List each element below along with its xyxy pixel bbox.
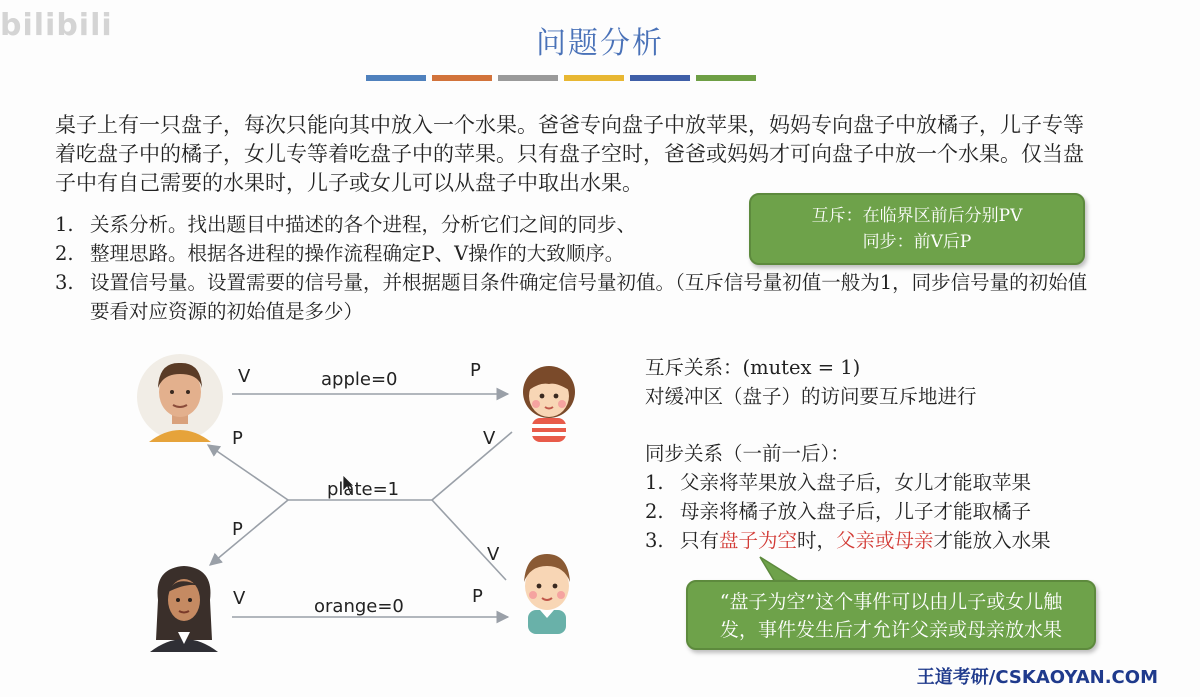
father-v-label: V [238, 366, 251, 387]
step-item: 1. 关系分析。找出题目中描述的各个进程，分析它们之间的同步、 [55, 213, 637, 236]
sync-item: 1. 父亲将苹果放入盘子后，女儿才能取苹果 [645, 471, 1032, 494]
sync-title: 同步关系（一前一后）： [645, 442, 850, 465]
slide-title: 问题分析 [536, 26, 664, 61]
sync-item: 3. 只有盘子为空时，父亲或母亲才能放入水果 [645, 529, 1051, 552]
mother-v-label: V [233, 588, 246, 609]
mutex-title: 互斥关系：(mutex = 1) [645, 356, 861, 379]
sync-item: 2. 母亲将橘子放入盘子后，儿子才能取橘子 [645, 500, 1032, 523]
apple-semaphore-label: apple=0 [321, 369, 398, 390]
step-item: 3. 设置信号量。设置需要的信号量，并根据题目条件确定信号量初值。（互斥信号量初值一般为1，同步信号量的初始值要看对应资源的初始值是多少） [55, 271, 1088, 323]
orange-semaphore-label: orange=0 [314, 596, 404, 617]
watermark: bilibili [0, 8, 113, 43]
father-p-label: P [232, 428, 243, 449]
empty-plate-callout: “盘子为空”这个事件可以由儿子或女儿触 发，事件发生后才允许父亲或母亲放水果 [686, 580, 1096, 650]
plate-semaphore-label: plate=1 [327, 479, 400, 500]
step-item: 2. 整理思路。根据各进程的操作流程确定P、V操作的大致顺序。 [55, 242, 625, 265]
mutex-description: 对缓冲区（盘子）的访问要互斥地进行 [645, 385, 977, 408]
daughter-p-label: P [470, 360, 481, 381]
mother-p-label: P [232, 519, 243, 540]
problem-statement: 桌子上有一只盘子，每次只能向其中放入一个水果。爸爸专向盘子中放苹果，妈妈专向盘子中放橘子，儿子专等着吃盘子中的橘子，女儿专等着吃盘子中的苹果。只有盘子空时，爸爸或妈妈才可向盘子中放一个水果。仅当盘子中有自己需要的水果时，儿子或女儿可以从盘子中取出水果。 [55, 113, 1084, 195]
son-v-label: V [487, 544, 500, 565]
footer-brand: 王道考研/CSKAOYAN.COM [916, 667, 1158, 688]
son-p-label: P [472, 586, 483, 607]
daughter-v-label: V [483, 428, 496, 449]
pv-rule-callout: 互斥：在临界区前后分别PV 同步：前V后P [749, 193, 1085, 265]
